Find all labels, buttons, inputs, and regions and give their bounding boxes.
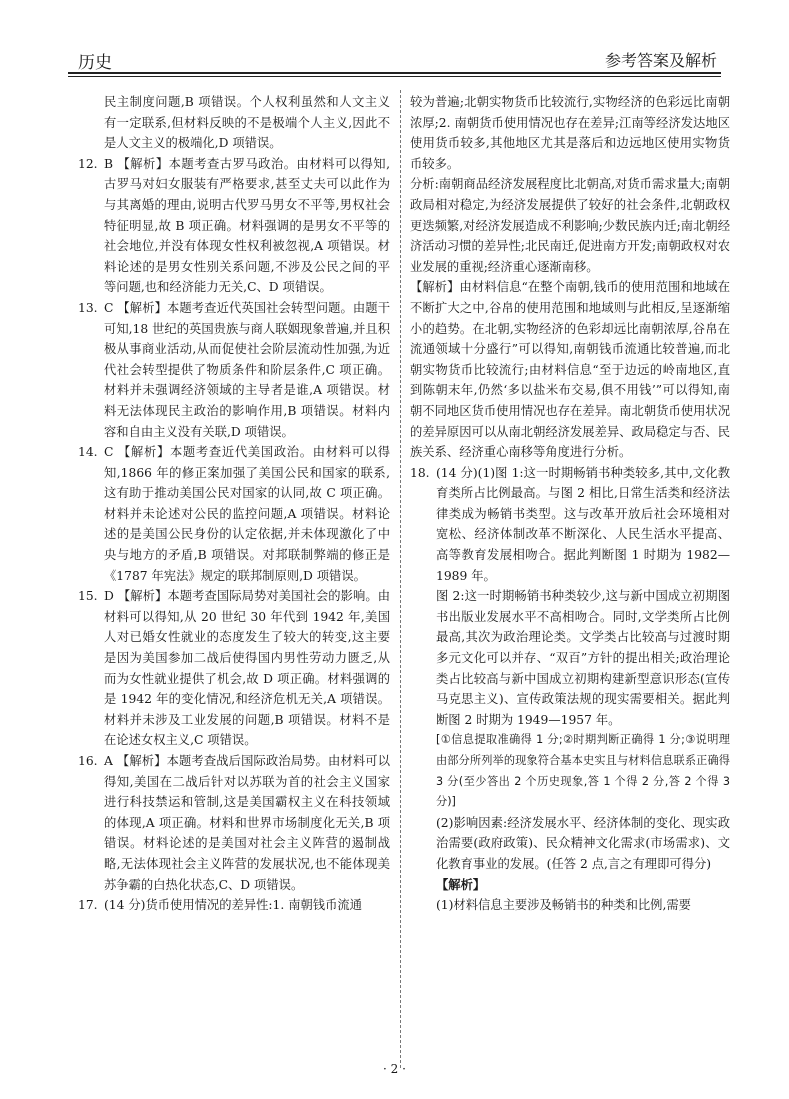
section-heading: 【解析】 bbox=[436, 876, 486, 892]
paragraph: 【解析】由材料信息“在整个南朝,钱币的使用范围和地域在不断扩大之中,谷帛的使用范围和地域则与此相反,呈逐渐缩小的趋势。在北朝,实物经济的色彩却远比南朝浓厚,谷帛在流通领域十分盛行”可以得知,南朝钱币流通比较普遍,而北朝实物货币比较流行;由材料信息“至于边远的岭南地区,直到陈朝末年,仍然‘多以盐米布交易,俱不用钱’”可以得知,南朝不同地区货币使用情况也存在差异。南北朝货币使用状况的差异原因可以从南北朝经济发展差异、政局稳定与否、民族关系、经济重心南移等角度进行分析。 bbox=[410, 280, 730, 460]
answer-text: A 【解析】本题考查战后国际政治局势。由材料可以得知,美国在二战后针对以苏联为首的社会主义国家进行科技禁运和管制,这是美国霸权主义在科技领域的体现,A 项正确。材料和世界市场制度化无关,B 项错误。材料论述的是美国对社会主义阵营的遏制战略,无法体现社会主义阵营的发展状况,也不能体现美苏争霸的白热化状态,C、D 项错误。 bbox=[104, 754, 390, 892]
paragraph: 较为普遍;北朝实物货币比较流行,实物经济的色彩远比南朝浓厚;2. 南朝货币使用情况也存在差异;江南等经济发达地区使用货币较多,其他地区尤其是落后和边远地区使用实物货币较多。 bbox=[410, 95, 730, 171]
answer-text: D 【解析】本题考查国际局势对美国社会的影响。由材料可以得知,从 20 世纪 30 年代到 1942 年,美国人对已婚女性就业的态度发生了较大的转变,这主要是因为美国参加二战后使得国内男性劳动力匮乏,从而为女性就业提供了机会,故 D 项正确。材料强调的是 1942 年的变化情况,和经济危机无关,A 项错误。材料并未涉及工业发展的问题,B 项错误。材料不是在论述女权主义,C 项错误。 bbox=[104, 589, 390, 748]
paragraph: 图 2:这一时期畅销书种类较少,这与新中国成立初期图书出版业发展水平不高相吻合。同时,文学类所占比例最高,其次为政治理论类。文学类占比较高与过渡时期多元文化可以并存、“双百”方针的提出相关;政治理论类占比较高与新中国成立初期构建新型意识形态(宣传马克思主义)、宣传政策法规的现实需要相关。据此判断图 2 时期为 1949—1957 年。 bbox=[436, 589, 730, 727]
paragraph: 民主制度问题,B 项错误。个人权利虽然和人文主义有一定联系,但材料反映的不是极端个人主义,因此不是人文主义的极端化,D 项错误。 bbox=[104, 95, 390, 151]
question-number: 14. bbox=[78, 445, 98, 460]
page-number: · 2 · bbox=[383, 1062, 406, 1076]
right-column bbox=[410, 92, 730, 916]
question-number: 12. bbox=[78, 156, 98, 171]
question-number: 17. bbox=[78, 898, 98, 913]
answer-item bbox=[78, 586, 390, 751]
header-rule-thin bbox=[68, 76, 721, 77]
answer-text: C 【解析】本题考查近代英国社会转型问题。由题干可知,18 世纪的英国贵族与商人联姻现象普遍,并且积极从事商业活动,从而促使社会阶层流动性加强,为近代社会转型提供了物质条件和阶层条件,C 项正确。材料并未强调经济领域的主导者是谁,A 项错误。材料无法体现民主政治的影响作用,B 项错误。材料内容和自由主义没有关联,D 项错误。 bbox=[104, 300, 390, 439]
left-column bbox=[78, 92, 390, 916]
question-number: 15. bbox=[78, 589, 98, 604]
scoring-note: [①信息提取准确得 1 分;②时期判断正确得 1 分;③说明理由部分所列举的现象符合基本史实且与材料信息联系正确得 3 分(至少答出 2 个历史现象,答 1 个得 2 分,答 2 个得 3 分)] bbox=[436, 733, 730, 809]
answer-text: C 【解析】本题考查近代美国政治。由材料可以得知,1866 年的修正案加强了美国公民和国家的联系,这有助于推动美国公民对国家的认同,故 C 项正确。材料并未论述对公民的监控问题,A 项错误。材料论述的是美国公民身份的认定依据,并未体现激化了中央与地方的矛盾,B 项错误。对邦联制弊端的修正是《1787 年宪法》规定的联邦制原则,D 项错误。 bbox=[104, 445, 390, 583]
column-divider bbox=[400, 90, 401, 1068]
answer-item bbox=[78, 154, 390, 298]
answer-text: (14 分)(1)图 1:这一时期畅销书种类较多,其中,文化教育类所占比例最高。与图 2 相比,日常生活类和经济法律类成为畅销书类型。这与改革开放后社会环境相对宽松、经济体制改革不断深化、人民生活水平提高、高等教育发展相吻合。据此判断图 1 时期为 1982—1989 年。 bbox=[436, 465, 730, 583]
question-number: 13. bbox=[78, 300, 98, 315]
answer-item bbox=[78, 298, 390, 442]
answer-text: B 【解析】本题考查古罗马政治。由材料可以得知,古罗马对妇女服装有严格要求,甚至丈夫可以此作为与其离婚的理由,说明古代罗马男女不平等,男权社会特征明显,故 B 项正确。材料强调的是男女不平等的社会地位,并没有体现女性权利被忽视,A 项错误。材料论述的是男女性别关系问题,不涉及公民之间的平等问题,也和经济能力无关,C、D 项错误。 bbox=[104, 156, 390, 295]
subject-label: 历史 bbox=[78, 53, 112, 73]
question-number: 18. bbox=[410, 465, 430, 480]
answer-item bbox=[78, 751, 390, 895]
answer-item bbox=[78, 895, 390, 916]
question-number: 16. bbox=[78, 754, 98, 768]
answer-item bbox=[78, 442, 390, 586]
paragraph: (1)材料信息主要涉及畅销书的种类和比例,需要 bbox=[436, 898, 691, 913]
paragraph: (2)影响因素:经济发展水平、经济体制的变化、现实政治需要(政府政策)、民众精神文化需求(市场需求)、文化教育事业的发展。(任答 2 点,言之有理即可得分) bbox=[436, 815, 730, 871]
answer-item bbox=[410, 463, 730, 587]
page-header bbox=[68, 44, 721, 73]
paragraph: 分析:南朝商品经济发展程度比北朝高,对货币需求量大;南朝政局相对稳定,为经济发展提供了较好的社会条件,北朝政权更迭频繁,对经济发展造成不利影响;少数民族内迁;南北朝经济活动习惯的差异性;北民南迁,促进南方开发;南朝政权对农业发展的重视;经济重心逐渐南移。 bbox=[410, 177, 730, 274]
answer-text: (14 分)货币使用情况的差异性:1. 南朝钱币流通 bbox=[104, 898, 362, 913]
header-title: 参考答案及解析 bbox=[604, 51, 717, 70]
header-rule-thick bbox=[68, 72, 721, 74]
